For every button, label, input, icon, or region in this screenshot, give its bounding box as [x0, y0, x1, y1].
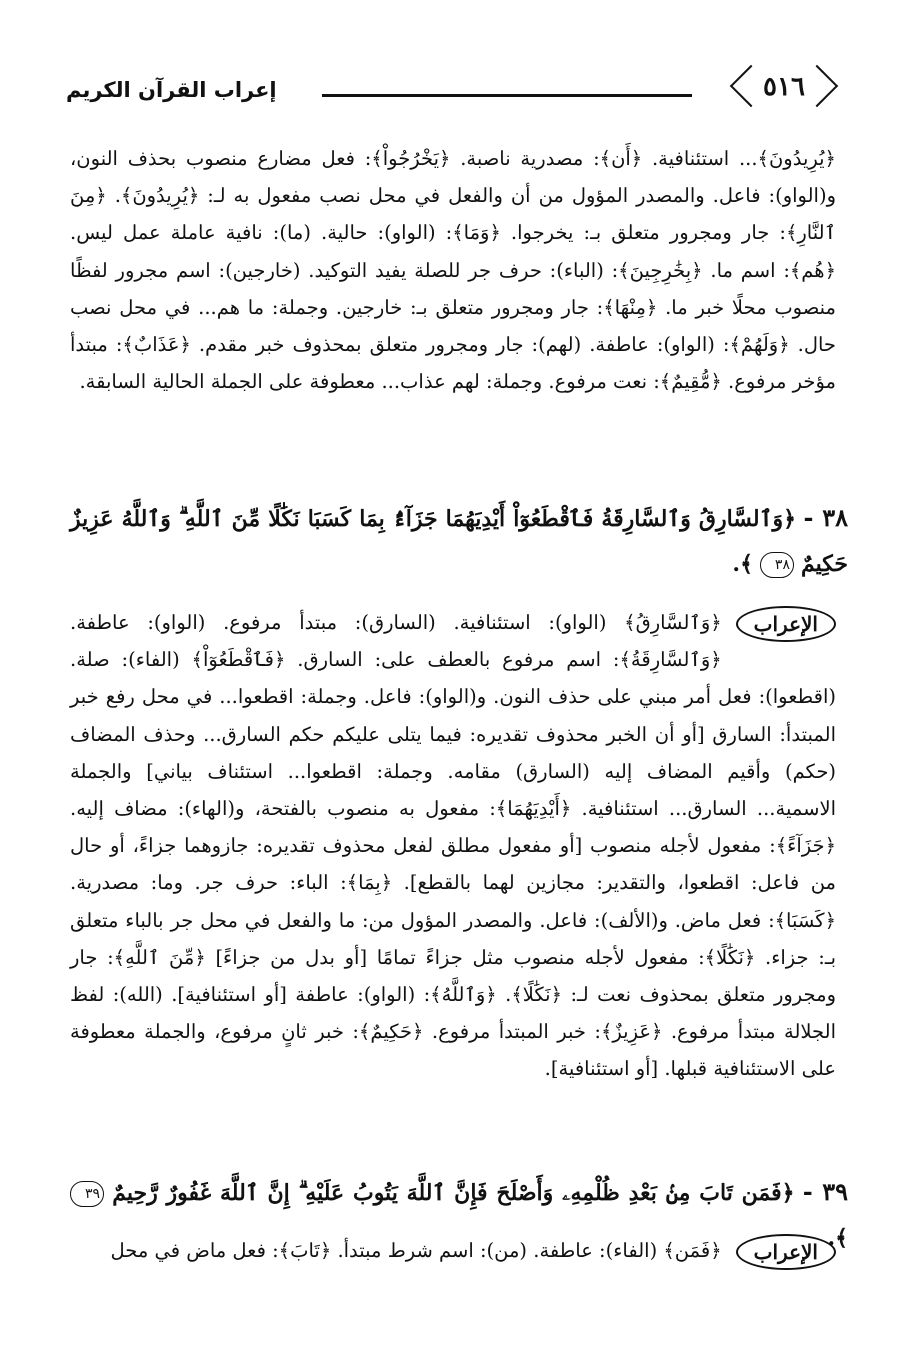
verse-close-bracket: ﴾. [827, 1225, 848, 1251]
irab-text: ﴿فَمَن﴾ (الفاء): عاطفة. (من): اسم شرط مبتدأ. ﴿تَابَ﴾: فعل ماض في محل [110, 1239, 722, 1262]
irab-text: ﴿وَٱلسَّارِقُ﴾ (الواو): استئنافية. (السارق): مبتدأ مرفوع. (الواو): عاطفة. ﴿وَٱلسَّارِقَةُ﴾: اسم مرفوع بالعطف على: السارق. ﴿فَٱقْطَعُوٓاْ﴾ (الفاء): صلة. (اقطعوا): فعل أمر مبني على حذف النون. و(الواو): فاعل. وجملة: اقطعوا... في محل رفع خبر المبتدأ: السارق [أو أن الخبر محذوف تقديره: فيما يتلى عليكم حكم السارق... وحذف المضاف (حكم) وأقيم المضاف إليه (السارق) مقامه. وجملة: اقطعوا... استئناف بياني] والجملة الاسمية... السارق... استئنافية. ﴿أَيْدِيَهُمَا﴾: مفعول به منصوب بالفتحة، و(الهاء): مضاف إليه. ﴿جَزَآءً﴾: مفعول لأجله منصوب [أو مفعول مطلق لفعل محذوف تقديره: جازوهما جزاءً، أو حال من فاعل: اقطعوا، والتقدير: مجازين لهما بالقطع]. ﴿بِمَا﴾: الباء: حرف جر. وما: مصدرية. ﴿كَسَبَا﴾: فعل ماض. و(الألف): فاعل. والمصدر المؤول من: ما والفعل في محل جر بالباء متعلق بـ: جزاء. ﴿نَكَٰلًا﴾: مفعول لأجله منصوب مثل جزاءً تمامًا [أو بدل من جزاءً] ﴿مِّنَ ٱللَّهِ﴾: جار ومجرور متعلق بمحذوف نعت لـ: ﴿نَكَٰلًا﴾. ﴿وَٱللَّهُ﴾: (الواو): عاطفة [أو استئنافية]. (الله): لفظ الجلالة مبتدأ مرفوع. ﴿عَزِيزٌ﴾: خبر المبتدأ مرفوع. ﴿حَكِيمٌ﴾: خبر ثانٍ مرفوع، والجملة معطوفة على الاستئنافية قبلها. [أو استئنافية]. [70, 611, 836, 1081]
verse-text: ﴿فَمَن تَابَ مِنۢ بَعْدِ ظُلْمِهِۦ وَأَصْلَحَ فَإِنَّ ٱللَّهَ يَتُوبُ عَلَيْهِ ۗ إِنَّ ٱللَّهَ غَفُورٌ رَّحِيمٌ [112, 1180, 795, 1206]
book-title: إعراب القرآن الكريم [66, 78, 277, 102]
ayah-end-mark: ٣٨ [760, 552, 794, 578]
verse-close-bracket: ﴾. [732, 551, 753, 577]
verse-text: ﴿وَٱلسَّارِقُ وَٱلسَّارِقَةُ فَٱقْطَعُوٓاْ أَيْدِيَهُمَا جَزَآءًۢ بِمَا كَسَبَا نَكَٰلًا مِّنَ ٱللَّهِ ۗ وَٱللَّهُ عَزِيزٌ حَكِيمٌ [70, 506, 848, 577]
header-rule [322, 94, 692, 97]
verse-38 [70, 496, 848, 587]
paragraph-irab-39 [70, 1232, 836, 1270]
verse-number: ٣٩ - [802, 1177, 848, 1206]
irab-label: الإعراب [736, 606, 836, 642]
paragraph-irab-37: ﴿يُرِيدُونَ﴾... استئنافية. ﴿أَن﴾: مصدرية ناصبة. ﴿يَخْرُجُواْ﴾: فعل مضارع منصوب بحذف النون، و(الواو): فاعل. والمصدر المؤول من أن والفعل في محل نصب مفعول به لـ: ﴿يُرِيدُونَ﴾. ﴿مِنَ ٱلنَّارِ﴾: جار ومجرور متعلق بـ: يخرجوا. ﴿وَمَا﴾: (الواو): حالية. (ما): نافية عاملة عمل ليس. ﴿هُم﴾: اسم ما. ﴿بِخَٰرِجِينَ﴾: (الباء): حرف جر للصلة يفيد التوكيد. (خارجين): اسم مجرور لفظًا منصوب محلًا خبر ما. ﴿مِنْهَا﴾: جار ومجرور متعلق بـ: خارجين. وجملة: ما هم... في محل نصب حال. ﴿وَلَهُمْ﴾: (الواو): عاطفة. (لهم): جار ومجرور متعلق بمحذوف خبر مقدم. ﴿عَذَابٌ﴾: مبتدأ مؤخر مرفوع. ﴿مُّقِيمٌ﴾: نعت مرفوع. وجملة: لهم عذاب... معطوفة على الجملة الحالية السابقة. [70, 147, 836, 394]
page-number-text: ٥١٦ [763, 72, 805, 102]
paragraph-irab-38 [70, 604, 836, 1088]
ayah-end-mark: ٣٩ [70, 1181, 104, 1207]
page-number [734, 64, 834, 110]
irab-label: الإعراب [736, 1234, 836, 1270]
verse-number: ٣٨ - [803, 503, 848, 532]
